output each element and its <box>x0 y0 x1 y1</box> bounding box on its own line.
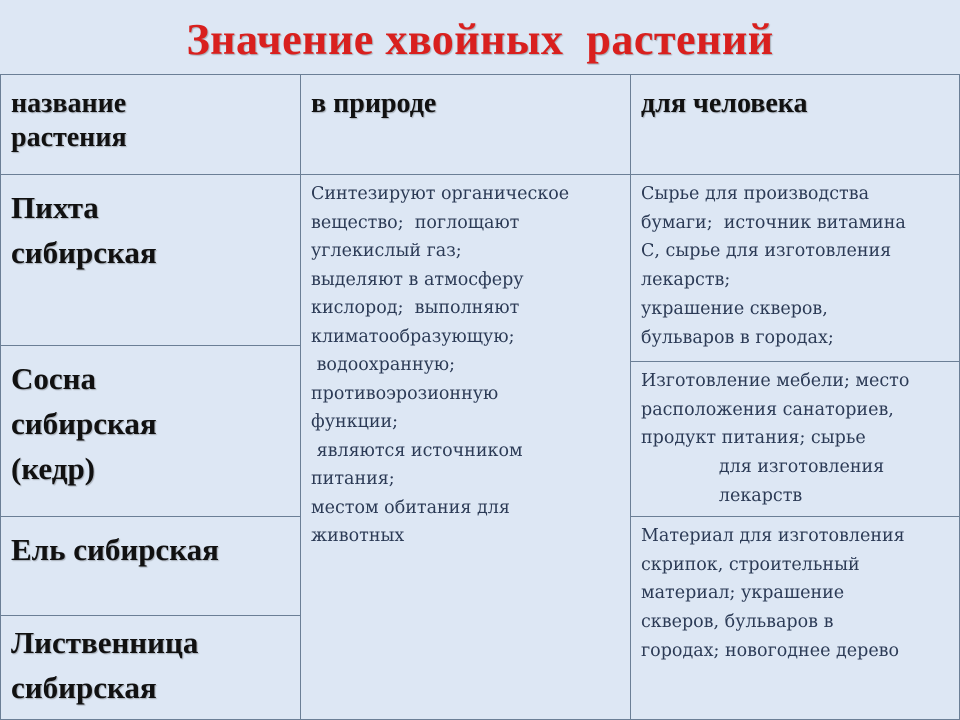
plant-name-fir: Пихта сибирская <box>11 190 157 270</box>
human-use-1: Сырье для производства бумаги; источник витамина С, сырье для изготовления лекарств; украшение скверов, бульваров в городах; <box>641 184 906 348</box>
header-name-label: название растения <box>11 88 127 153</box>
header-nature-cell <box>300 74 632 176</box>
human-cell-2 <box>630 361 960 518</box>
plant-name-pine: Сосна сибирская (кедр) <box>11 361 157 486</box>
header-human-cell <box>630 74 960 176</box>
plant-cell-fir <box>0 174 302 347</box>
header-name-cell <box>0 74 302 176</box>
plant-cell-larch <box>0 615 302 720</box>
page-title: Значение хвойных растений <box>186 15 774 64</box>
human-use-2: Изготовление мебели; место расположения санаториев, продукт питания; сырье для изготовления лекарств <box>641 371 910 506</box>
header-nature-label: в природе <box>311 88 437 119</box>
header-human-label: для человека <box>641 88 808 119</box>
human-cell-1 <box>630 174 960 363</box>
nature-cell <box>300 174 632 720</box>
human-use-3: Материал для изготовления скрипок, строительный материал; украшение скверов, бульваров в городах; новогоднее дерево <box>641 526 905 661</box>
plant-name-larch: Лиственница сибирская <box>11 625 199 705</box>
plant-name-spruce: Ель сибирская <box>11 532 219 567</box>
plant-cell-spruce <box>0 516 302 617</box>
nature-description: Синтезируют органическое вещество; поглощают углекислый газ; выделяют в атмосферу кислород; выполняют климатообразующую; водоохранную; противоэрозионную функции; являются источником питания; местом обитания для животных <box>311 184 570 546</box>
plant-cell-pine <box>0 345 302 518</box>
human-cell-3 <box>630 516 960 720</box>
